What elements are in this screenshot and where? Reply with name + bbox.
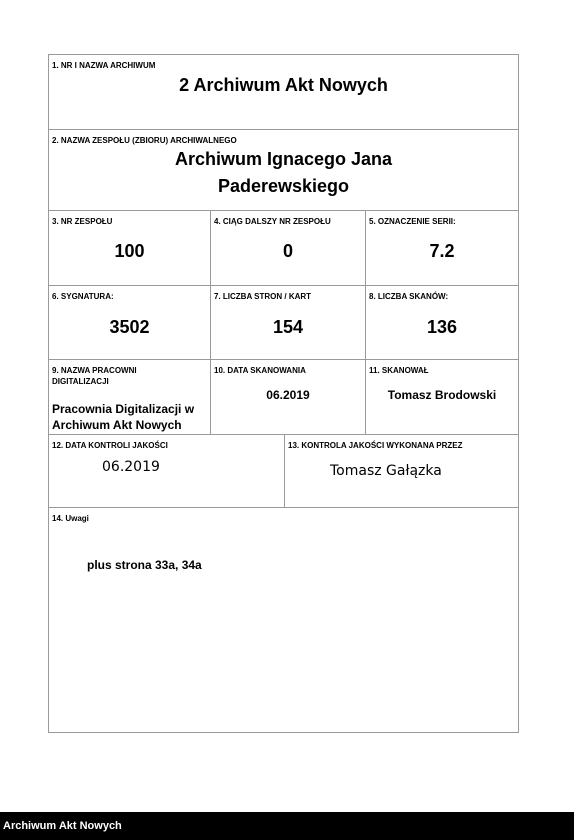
qc-date-label: 12. DATA KONTROLI JAKOŚCI [52, 441, 168, 450]
cell-archive [49, 55, 518, 129]
qc-date-value: 06.2019 [102, 459, 160, 475]
row-remarks [49, 508, 518, 732]
signature-value: 3502 [109, 317, 150, 337]
scans-value: 136 [426, 317, 458, 337]
cell-fonds-number [49, 211, 210, 285]
row-digitization [49, 360, 518, 435]
cell-scan-date [210, 360, 365, 434]
workshop-label-line2: DIGITALIZACJI [52, 377, 109, 386]
remarks-label: 14. Uwagi [52, 514, 89, 523]
footer-bar: Archiwum Akt Nowych [0, 812, 574, 840]
collection-label: 2. NAZWA ZESPOŁU (ZBIORU) ARCHIWALNEGO [52, 136, 237, 145]
cell-scans [365, 286, 518, 359]
archive-value: 2 Archiwum Akt Nowych [179, 75, 388, 95]
cell-fonds-continuation [210, 211, 365, 285]
scanned-by-label: 11. SKANOWAŁ [369, 366, 429, 375]
row-archive [49, 55, 518, 130]
qc-by-value: Tomasz Gałązka [330, 463, 442, 479]
scanned-by-value: Tomasz Brodowski [387, 388, 497, 402]
fonds-number-label: 3. NR ZESPOŁU [52, 217, 113, 226]
fonds-continuation-value: 0 [282, 241, 293, 261]
workshop-label-line1: 9. NAZWA PRACOWNI [52, 366, 137, 375]
series-value: 7.2 [429, 241, 455, 261]
cell-qc-by [284, 435, 518, 507]
row-counts [49, 286, 518, 360]
collection-value-line1: Archiwum Ignacego Jana [174, 149, 393, 169]
scan-date-label: 10. DATA SKANOWANIA [214, 366, 306, 375]
cell-collection [49, 130, 518, 210]
cell-scanned-by [365, 360, 518, 434]
pages-value: 154 [272, 317, 304, 337]
fonds-number-value: 100 [114, 241, 145, 261]
qc-by-label: 13. KONTROLA JAKOŚCI WYKONANA PRZEZ [288, 441, 463, 450]
cell-qc-date [49, 435, 284, 507]
row-collection [49, 130, 518, 211]
workshop-value-line2: Archiwum Akt Nowych [52, 418, 182, 432]
pages-label: 7. LICZBA STRON / KART [214, 292, 312, 301]
cell-pages [210, 286, 365, 359]
cell-series [365, 211, 518, 285]
cell-signature [49, 286, 210, 359]
row-numbers [49, 211, 518, 286]
remarks-value: plus strona 33a, 34a [87, 558, 202, 572]
workshop-value-line1: Pracownia Digitalizacji w [52, 402, 195, 416]
signature-label: 6. SYGNATURA: [52, 292, 114, 301]
row-quality [49, 435, 518, 508]
cell-remarks [49, 508, 518, 732]
series-label: 5. OZNACZENIE SERII: [369, 217, 456, 226]
metadata-form [48, 54, 519, 733]
collection-value-line2: Paderewskiego [217, 176, 350, 196]
fonds-continuation-label: 4. CIĄG DALSZY NR ZESPOŁU [214, 217, 331, 226]
cell-workshop [49, 360, 210, 434]
scans-label: 8. LICZBA SKANÓW: [369, 292, 449, 301]
scan-date-value: 06.2019 [266, 388, 310, 402]
archive-label: 1. NR I NAZWA ARCHIWUM [52, 61, 156, 70]
